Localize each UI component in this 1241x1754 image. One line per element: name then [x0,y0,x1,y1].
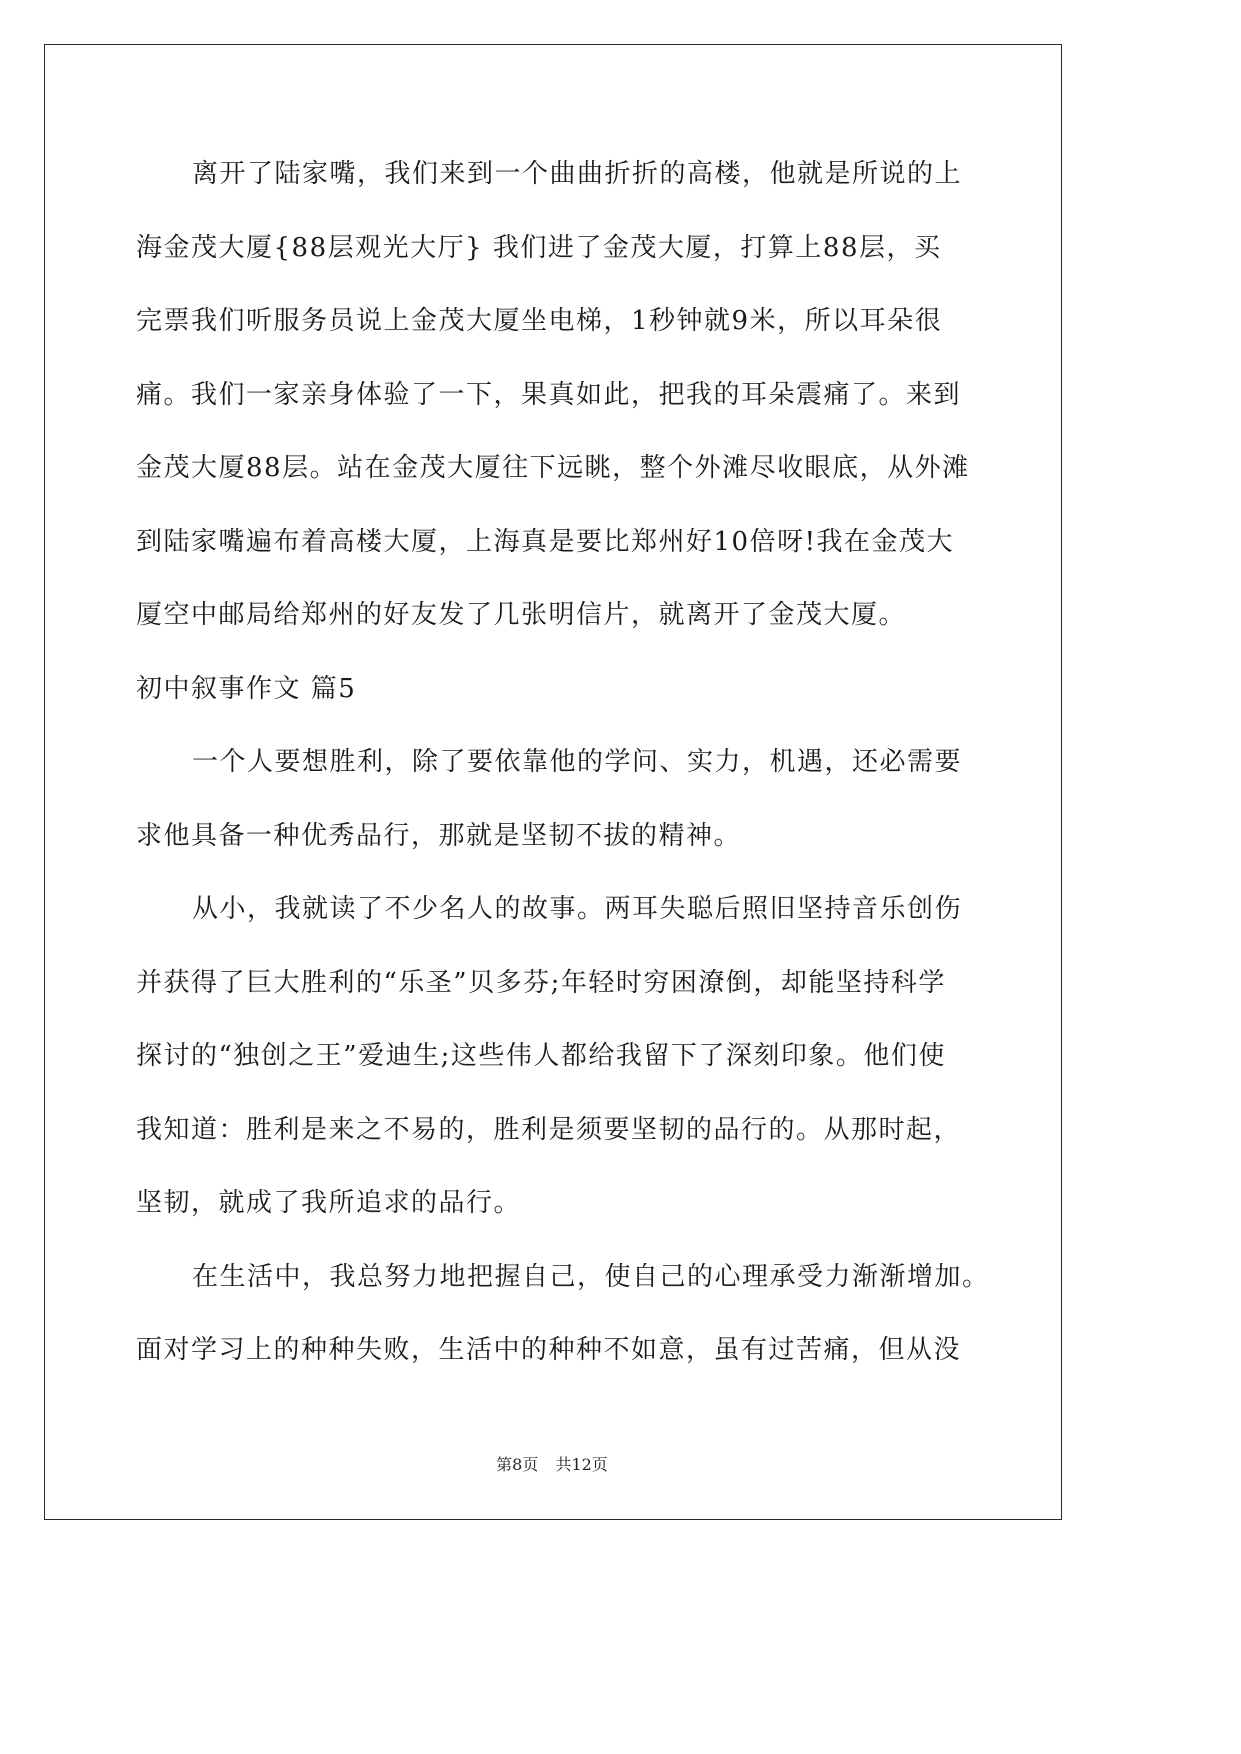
paragraph-line: 坚韧，就成了我所追求的品行。 [136,1188,522,1218]
paragraph-line: 并获得了巨大胜利的“乐圣”贝多芬;年轻时穷困潦倒，却能坚持科学 [136,967,946,998]
page-number: 第8页 [496,1455,539,1474]
paragraph-line: 求他具备一种优秀品行，那就是坚韧不拔的精神。 [136,820,742,851]
paragraph-line: 到陆家嘴遍布着高楼大厦，上海真是要比郑州好10倍呀!我在金茂大 [136,526,955,557]
section-heading: 初中叙事作文 篇5 [136,673,357,704]
paragraph-line: 一个人要想胜利，除了要依靠他的学问、实力，机遇，还必需要 [192,747,963,777]
paragraph-line: 完票我们听服务员说上金茂大厦坐电梯，1秒钟就9米，所以耳朵很 [136,306,943,336]
page-footer [0,1452,1104,1475]
paragraph-line: 金茂大厦88层。站在金茂大厦往下远眺，整个外滩尽收眼底，从外滩 [136,453,970,483]
paragraph-line: 离开了陆家嘴，我们来到一个曲曲折折的高楼，他就是所说的上 [192,159,963,189]
page-total: 共12页 [555,1455,608,1474]
document-body [136,138,992,1388]
paragraph-line: 痛。我们一家亲身体验了一下，果真如此，把我的耳朵震痛了。来到 [136,379,962,410]
paragraph-line: 从小，我就读了不少名人的故事。两耳失聪后照旧坚持音乐创伤 [192,894,963,924]
paragraph-line: 面对学习上的种种失败，生活中的种种不如意，虽有过苦痛，但从没 [136,1335,962,1365]
paragraph-line: 我知道：胜利是来之不易的，胜利是须要坚韧的品行的。从那时起， [136,1114,962,1145]
paragraph-line: 海金茂大厦{88层观光大厅} 我们进了金茂大厦，打算上88层，买 [136,232,942,263]
paragraph-line: 厦空中邮局给郑州的好友发了几张明信片，就离开了金茂大厦。 [136,600,907,630]
paragraph-line: 在生活中，我总努力地把握自己，使自己的心理承受力渐渐增加。 [192,1261,990,1292]
paragraph-line: 探讨的“独创之王”爱迪生;这些伟人都给我留下了深刻印象。他们使 [136,1041,946,1071]
